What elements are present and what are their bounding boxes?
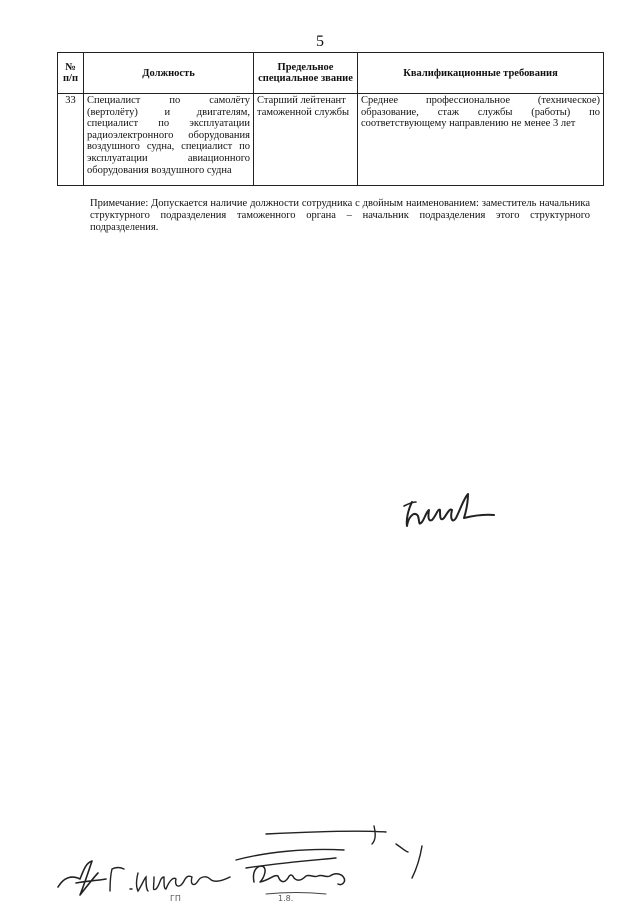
cell-position: Специалист по самолёту (вертолёту) и двигателям, специалист по эксплуатации радиоэлектронного оборудования воздушного судна, специалист по эксплуатации авиационного оборудования воздушного судна <box>84 94 254 186</box>
cell-requirements: Среднее профессиональное (техническое) образование, стаж службы (работы) по соответствующему направлению не менее 3 лет <box>358 94 604 186</box>
cell-num: 33 <box>58 94 84 186</box>
table-row <box>58 94 604 186</box>
header-num: № п/п <box>58 53 84 94</box>
table-header-row <box>58 53 604 94</box>
note-paragraph: Примечание: Допускается наличие должности сотрудника с двойным наименованием: заместитель начальника структурного подразделения таможенного органа – начальник подразделения этого структурного подразделения. <box>90 198 590 233</box>
header-position: Должность <box>84 53 254 94</box>
signature-bottom-right <box>226 822 436 902</box>
svg-text:1.8.: 1.8. <box>278 894 294 902</box>
signature-middle <box>398 488 498 536</box>
header-rank: Предельное специальное звание <box>254 53 358 94</box>
page-number: 5 <box>316 33 324 50</box>
cell-rank: Старший лейтенант таможенной службы <box>254 94 358 186</box>
positions-table <box>57 52 604 186</box>
signature-bottom-left <box>50 855 240 903</box>
svg-text:ГП: ГП <box>170 894 181 903</box>
header-requirements: Квалификационные требования <box>358 53 604 94</box>
